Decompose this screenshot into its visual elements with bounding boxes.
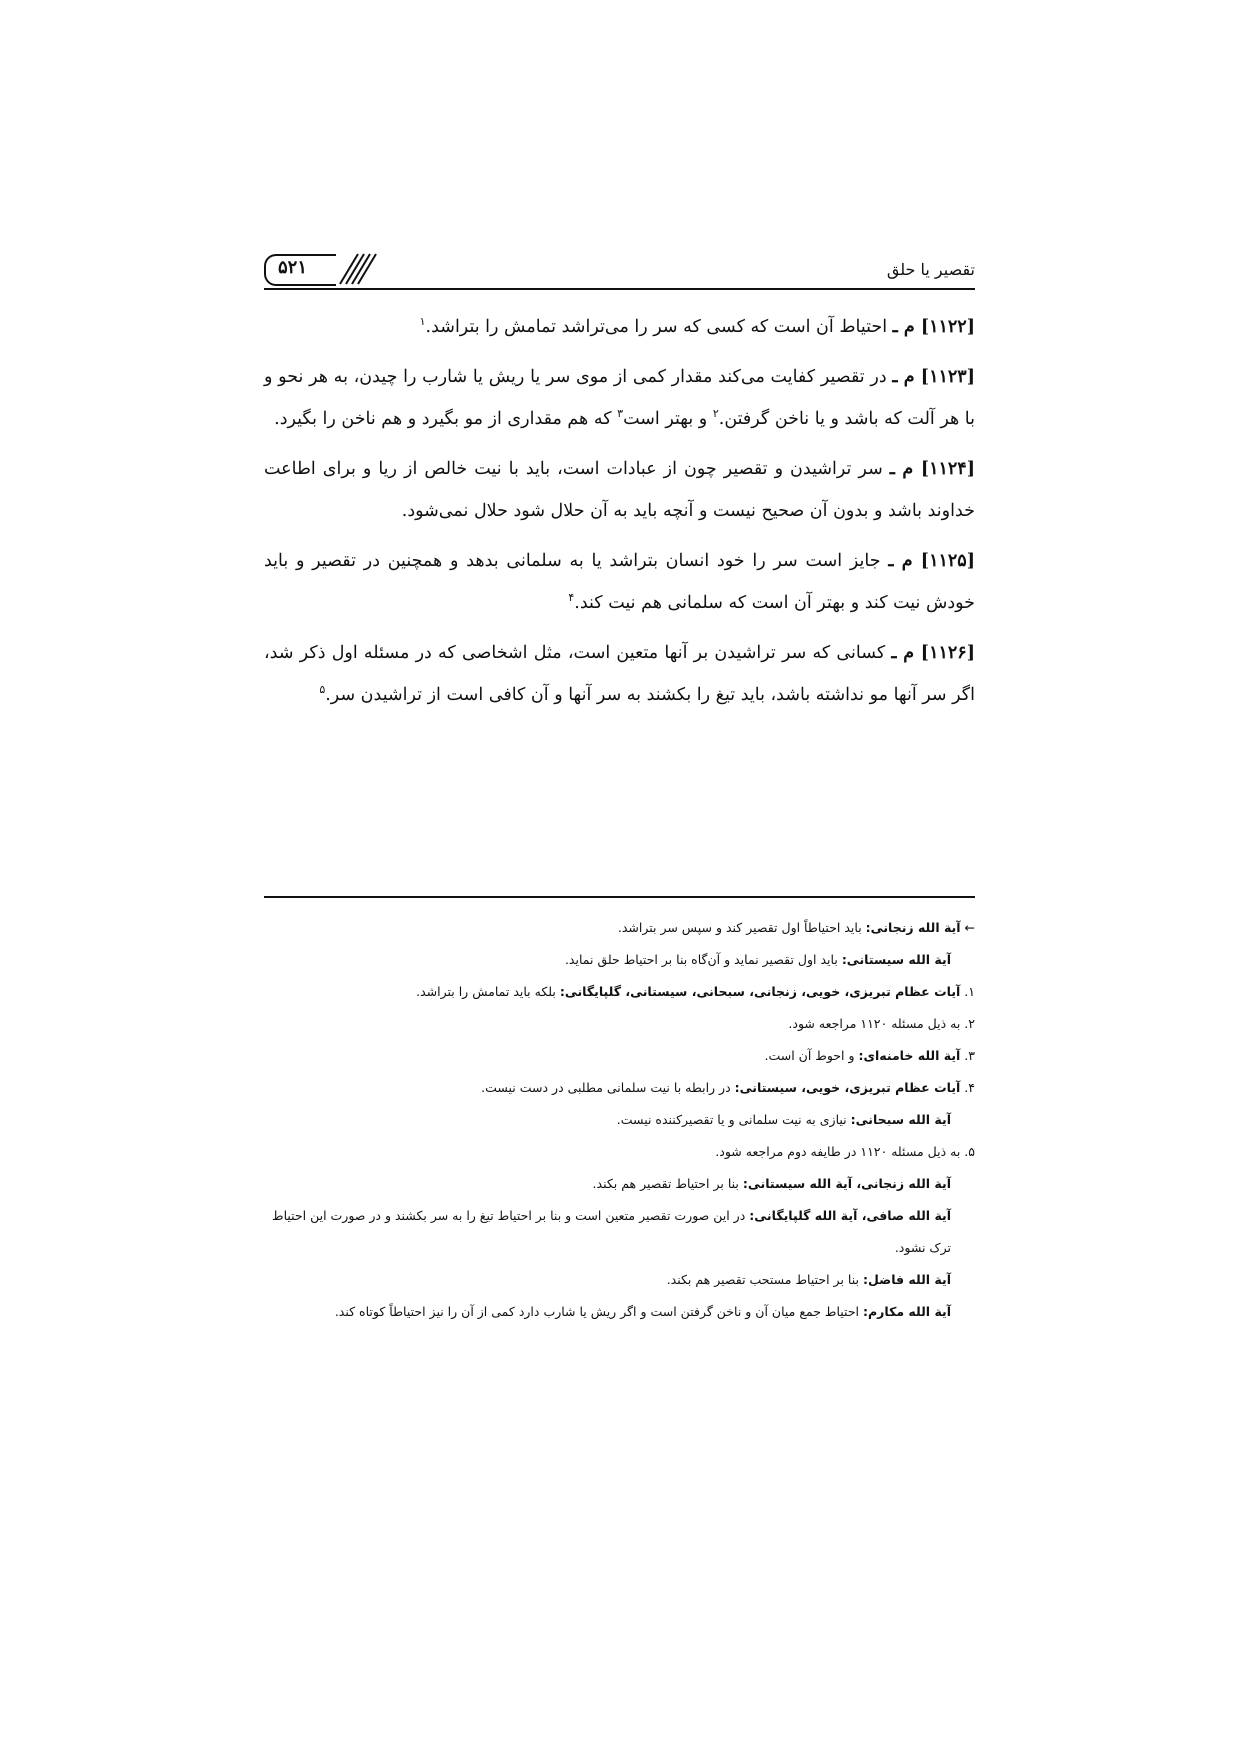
footnote-text: بنا بر احتیاط مستحب تقصیر هم بکند. bbox=[666, 1272, 859, 1287]
footnote-text: در این صورت تقصیر متعین است و بنا بر احتیاط تیغ را به سر بکشند و در صورت این احتیاط ترک نشود. bbox=[272, 1208, 951, 1255]
paragraph-1125 bbox=[264, 540, 975, 624]
footnote-ref: ۳ bbox=[617, 407, 624, 421]
paragraph-1126 bbox=[264, 632, 975, 716]
footnote bbox=[264, 976, 975, 1008]
footnote bbox=[264, 1296, 975, 1328]
paragraph-1124 bbox=[264, 448, 975, 532]
decorative-stripes-icon bbox=[336, 250, 378, 286]
footnote-text: نیازی به نیت سلمانی و یا تقصیرکننده نیست. bbox=[616, 1112, 847, 1127]
footnote bbox=[264, 1040, 975, 1072]
footnote-text: بنا بر احتیاط تقصیر هم بکند. bbox=[592, 1176, 739, 1191]
footnote-authority: آیة الله فاضل: bbox=[862, 1272, 951, 1287]
paragraph-number: [۱۱۲۴] م ـ bbox=[889, 459, 975, 479]
paragraph-text: جایز است سر را خود انسان بتراشد یا به سلمانی بدهد و همچنین در تقصیر و باید خودش نیت کند و بهتر آن است که سلمانی هم نیت کند. bbox=[264, 551, 975, 613]
paragraph-number: [۱۱۲۵] م ـ bbox=[888, 551, 975, 571]
paragraph-1123 bbox=[264, 356, 975, 440]
footnote bbox=[264, 1008, 975, 1040]
footnote-ref: ۱ bbox=[419, 315, 426, 329]
footnote bbox=[264, 1072, 975, 1104]
footnote-text: به ذیل مسئله ۱۱۲۰ در طایفه دوم مراجعه شود. bbox=[715, 1144, 961, 1159]
paragraph-text: احتیاط آن است که کسی که سر را می‌تراشد تمامش را بتراشد. bbox=[425, 317, 888, 337]
footnote-marker: ۴. bbox=[964, 1080, 975, 1095]
footnotes bbox=[264, 912, 975, 1328]
footnote-authority: آیات عظام تبریزی، خویی، زنجانی، سبحانی، سیستانی، گلپایگانی: bbox=[559, 984, 961, 999]
footnote bbox=[264, 1168, 975, 1200]
footnote-marker: ۲. bbox=[964, 1016, 975, 1031]
main-text bbox=[264, 306, 975, 724]
footnote-authority: آیات عظام تبریزی، خویی، سیستانی: bbox=[734, 1080, 961, 1095]
paragraph-number: [۱۱۲۶] م ـ bbox=[891, 643, 975, 663]
footnote-marker: ۳. bbox=[964, 1048, 975, 1063]
paragraph-1122 bbox=[264, 306, 975, 348]
footnote-text: احتیاط جمع میان آن و ناخن گرفتن است و اگر ریش یا شارب دارد کمی از آن را نیز احتیاطاً کوتاه کند. bbox=[334, 1304, 860, 1319]
paragraph-text: در تقصیر کفایت می‌کند مقدار کمی از موی سر یا ریش یا شارب را چیدن، به هر نحو و با هر آلت که باشد و یا ناخن گرفتن. bbox=[264, 367, 975, 429]
paragraph-text: سر تراشیدن و تقصیر چون از عبادات است، باید با نیت خالص از ریا و برای اطاعت خداوند باشد و بدون آن صحیح نیست و آنچه باید به آن حلال شود حلال نمی‌شود. bbox=[264, 459, 975, 521]
header-rule bbox=[264, 288, 975, 290]
footnote bbox=[264, 1136, 975, 1168]
footnote-authority: آیة الله صافی، آیة الله گلپایگانی: bbox=[749, 1208, 951, 1223]
paragraph-text: و بهتر است bbox=[623, 409, 708, 429]
footnote bbox=[264, 1200, 975, 1264]
page-number: ۵۲۱ bbox=[278, 257, 308, 278]
footnote-ref: ۴ bbox=[568, 591, 575, 605]
footnote-marker: ۵. bbox=[964, 1144, 975, 1159]
footnote-marker: ← bbox=[964, 920, 975, 935]
footnote-text: در رابطه با نیت سلمانی مطلبی در دست نیست. bbox=[481, 1080, 731, 1095]
footnote-ref: ۵ bbox=[319, 683, 326, 697]
footnote-authority: آیة الله مکارم: bbox=[863, 1304, 951, 1319]
footnote-separator bbox=[264, 896, 975, 898]
footnote-authority: آیة الله سبحانی: bbox=[850, 1112, 951, 1127]
footnote-authority: آیة الله سیستانی: bbox=[841, 952, 951, 967]
paragraph-number: [۱۱۲۲] م ـ bbox=[892, 317, 975, 337]
footnote bbox=[264, 912, 975, 944]
footnote-authority: آیة الله زنجانی، آیة الله سیستانی: bbox=[742, 1176, 951, 1191]
footnote-ref: ۲ bbox=[712, 407, 719, 421]
footnote-text: باید احتیاطاً اول تقصیر کند و سپس سر بتراشد. bbox=[617, 920, 862, 935]
footnote-text: باید اول تقصیر نماید و آن‌گاه بنا بر احتیاط حلق نماید. bbox=[564, 952, 838, 967]
footnote-text: بلکه باید تمامش را بتراشد. bbox=[416, 984, 556, 999]
paragraph-text: کسانی که سر تراشیدن بر آنها متعین است، مثل اشخاصی که در مسئله اول ذکر شد، اگر سر آنها مو نداشته باشد، باید تیغ را بکشند به سر آنها و آن کافی است از تراشیدن سر. bbox=[264, 643, 975, 705]
footnote-authority: آیة الله خامنه‌ای: bbox=[858, 1048, 961, 1063]
paragraph-text: که هم مقداری از مو بگیرد و هم ناخن را بگیرد. bbox=[274, 409, 612, 429]
chapter-title: تقصیر یا حلق bbox=[886, 260, 975, 279]
paragraph-number: [۱۱۲۳] م ـ bbox=[892, 367, 975, 387]
footnote bbox=[264, 1264, 975, 1296]
footnote-text: به ذیل مسئله ۱۱۲۰ مراجعه شود. bbox=[788, 1016, 961, 1031]
footnote bbox=[264, 1104, 975, 1136]
footnote-marker: ۱. bbox=[964, 984, 975, 999]
running-header bbox=[264, 246, 975, 290]
footnote-authority: آیة الله زنجانی: bbox=[865, 920, 961, 935]
footnote bbox=[264, 944, 975, 976]
footnote-text: و احوط آن است. bbox=[764, 1048, 855, 1063]
